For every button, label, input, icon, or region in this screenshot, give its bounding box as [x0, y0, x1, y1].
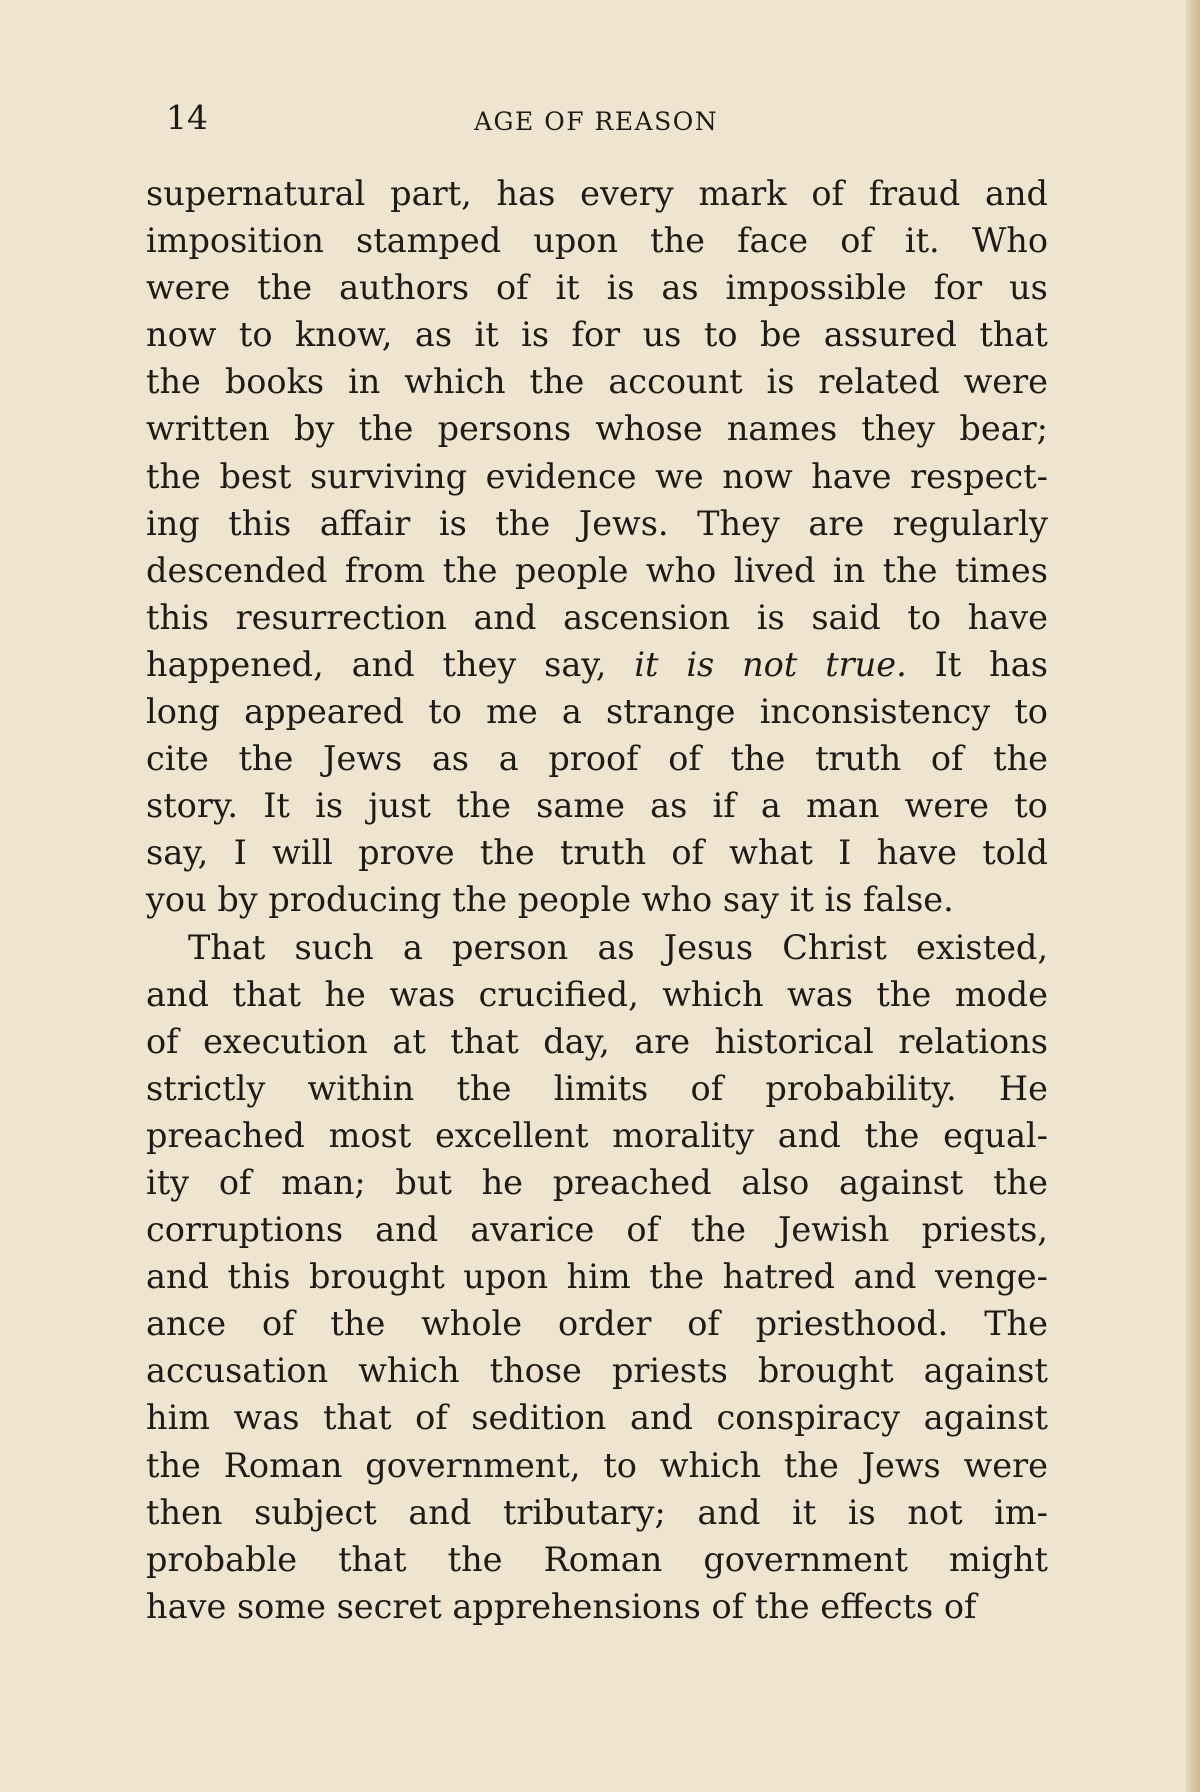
text-line: you by producing the people who say it is false. [146, 880, 954, 920]
page-edge-shadow [1186, 0, 1200, 1792]
paragraph [146, 924, 1048, 1630]
text-line: story. It is just the same as if a man were to [146, 786, 1048, 826]
text-line: corruptions and avarice of the Jewish priests, [146, 1210, 1048, 1250]
text-line: preached most excellent morality and the equal- [146, 1115, 1048, 1155]
text-line: probable that the Roman government might [146, 1539, 1048, 1579]
page-header [166, 98, 1046, 142]
text-line: happened, and they say, it is not true. It has [146, 644, 1048, 684]
text-line: the Roman government, to which the Jews were [146, 1445, 1048, 1485]
text-line: were the authors of it is as impossible for us [146, 268, 1048, 308]
text-line: descended from the people who lived in the times [146, 550, 1048, 590]
body-text [146, 170, 1048, 1630]
text-line: supernatural part, has every mark of fraud and [146, 174, 1048, 213]
text-line: ance of the whole order of priesthood. The [146, 1304, 1048, 1344]
text-line: now to know, as it is for us to be assured that [146, 315, 1048, 355]
text-line: have some secret apprehensions of the effects of [146, 1586, 977, 1626]
text-line: then subject and tributary; and it is not im- [146, 1492, 1048, 1532]
paragraph [146, 170, 1048, 924]
text-line: written by the persons whose names they bear; [146, 409, 1048, 449]
text-line: him was that of sedition and conspiracy against [146, 1398, 1048, 1438]
text-line: imposition stamped upon the face of it. Who [146, 221, 1048, 261]
text-line: accusation which those priests brought against [146, 1351, 1048, 1391]
text-line: and this brought upon him the hatred and venge- [146, 1257, 1048, 1297]
text-line: long appeared to me a strange inconsistency to [146, 692, 1048, 732]
page-number: 14 [166, 98, 208, 137]
running-head: AGE OF REASON [474, 107, 719, 136]
text-line: That such a person as Jesus Christ existed, [188, 927, 1048, 967]
text-line: strictly within the limits of probability. He [146, 1068, 1048, 1108]
text-line: ing this affair is the Jews. They are regularly [146, 503, 1048, 543]
text-line: ity of man; but he preached also against the [146, 1162, 1048, 1202]
text-line: the books in which the account is related were [146, 362, 1048, 402]
text-line: this resurrection and ascension is said to have [146, 597, 1048, 637]
text-line: cite the Jews as a proof of the truth of the [146, 739, 1048, 779]
text-line: and that he was crucified, which was the mode [146, 974, 1048, 1014]
text-line: say, I will prove the truth of what I have told [146, 833, 1048, 873]
text-line: the best surviving evidence we now have respect- [146, 456, 1048, 496]
text-line: of execution at that day, are historical relations [146, 1021, 1048, 1061]
